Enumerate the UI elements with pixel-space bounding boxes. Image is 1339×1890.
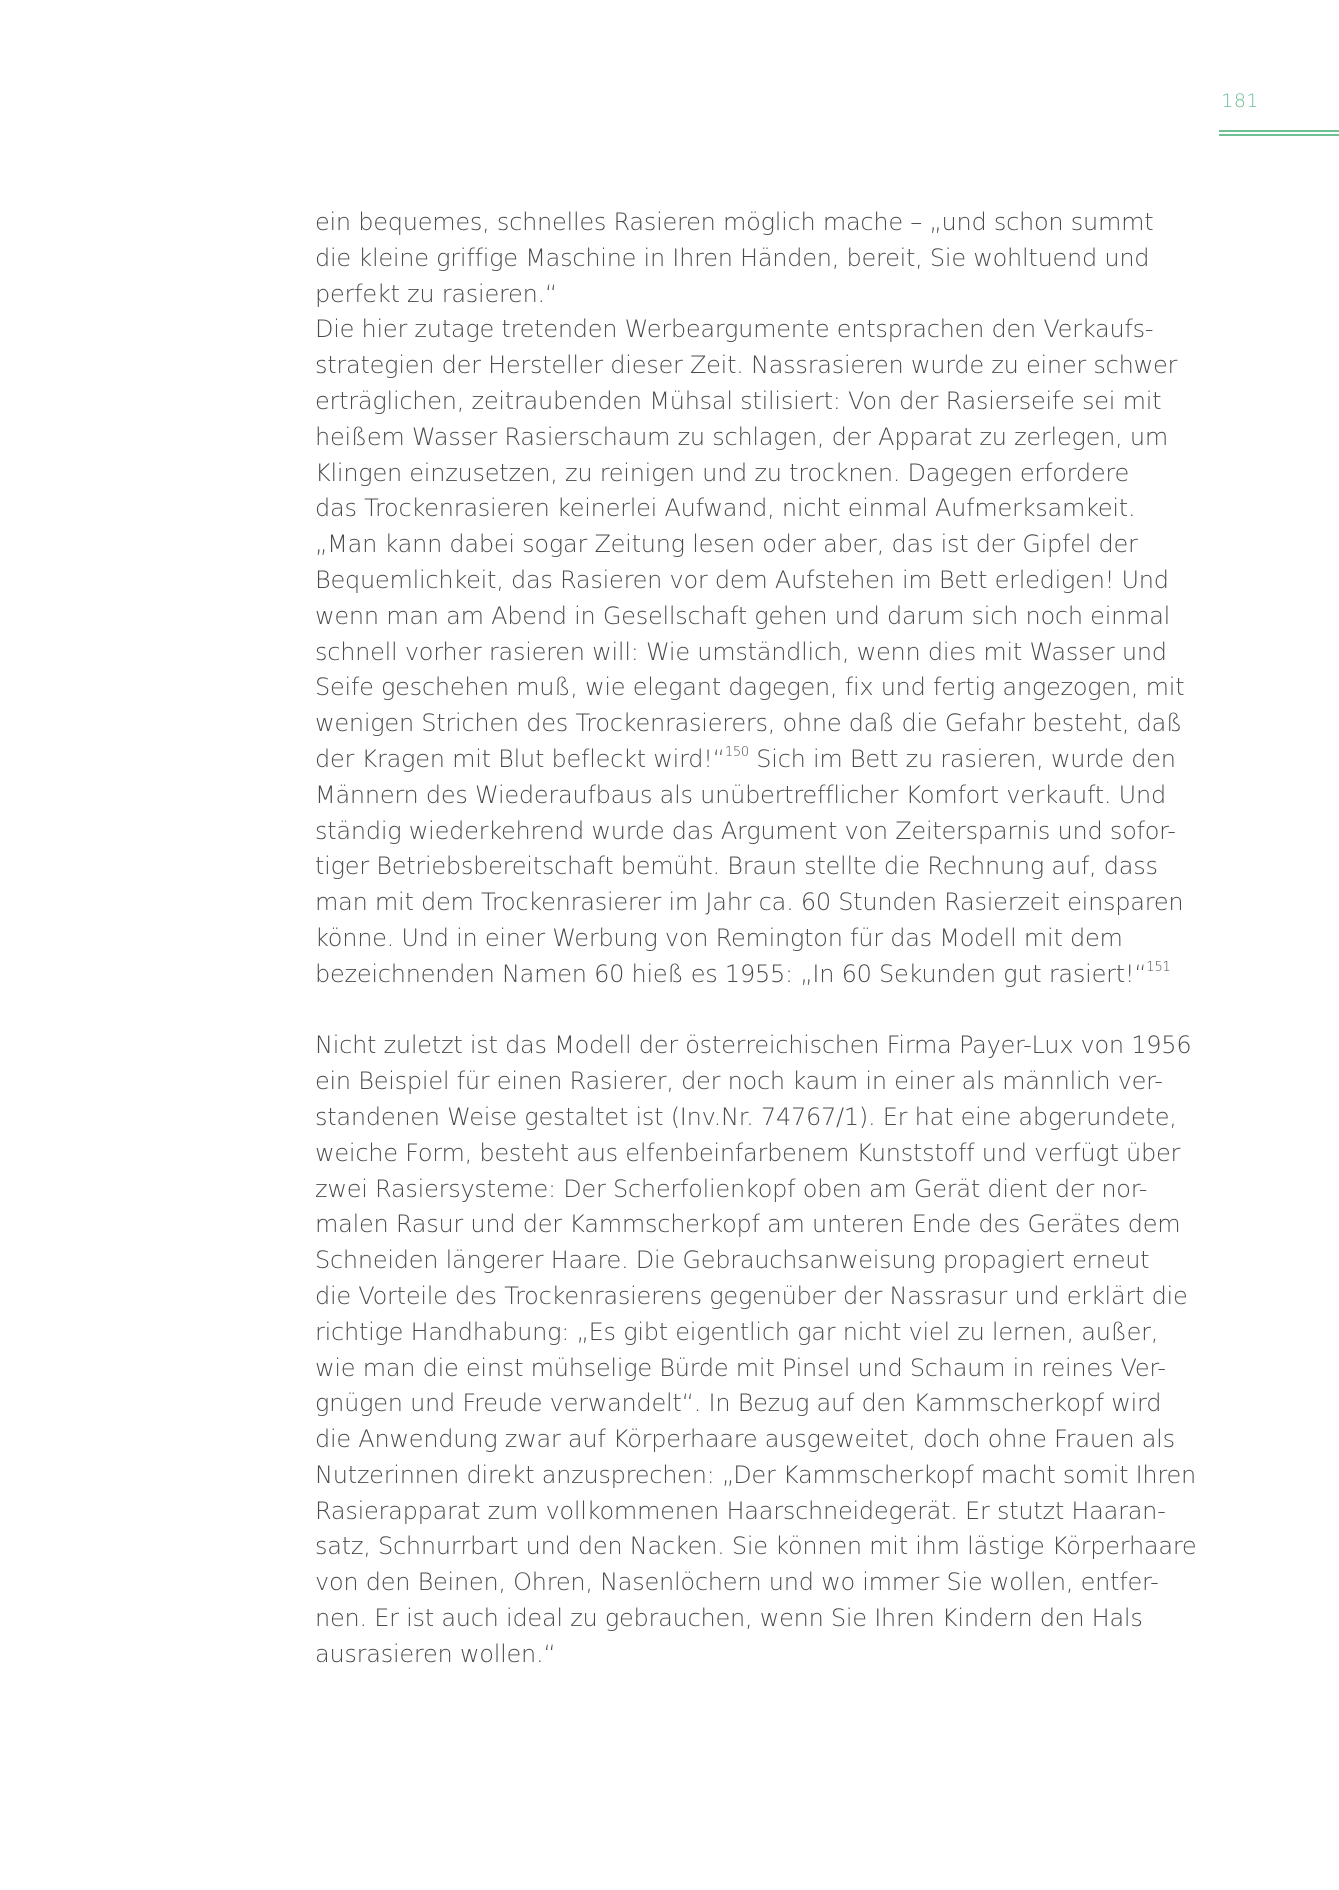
text-line: Männern des Wiederaufbaus als unübertrefflicher Komfort verkauft. Und (315, 780, 1166, 809)
text-line: ständig wiederkehrend wurde das Argument von Zeitersparnis und sofor- (315, 816, 1176, 845)
text-line: Rasierapparat zum vollkommenen Haarschneidegerät. Er stutzt Haaran- (315, 1496, 1166, 1525)
text-line: man mit dem Trockenrasierer im Jahr ca. 60 Stunden Rasierzeit einsparen (315, 888, 1184, 917)
text-line: satz, Schnurrbart und den Nacken. Sie können mit ihm lästige Körperhaare (315, 1532, 1197, 1561)
text-line: das Trockenrasieren keinerlei Aufwand, nicht einmal Aufmerksamkeit. (315, 494, 1136, 523)
footnote-marker-150: 150 (724, 744, 749, 760)
text-segment: der Kragen mit Blut befleckt wird!“ (315, 744, 725, 773)
text-line: heißem Wasser Rasierschaum zu schlagen, der Apparat zu zerlegen, um (315, 422, 1168, 451)
text-line: erträglichen, zeitraubenden Mühsal stilisiert: Von der Rasierseife sei mit (315, 386, 1162, 415)
text-line: „Man kann dabei sogar Zeitung lesen oder aber, das ist der Gipfel der (315, 530, 1138, 559)
paragraph-spacer (315, 993, 1205, 1029)
text-line: standenen Weise gestaltet ist (Inv.Nr. 74767/1). Er hat eine abgerundete, (315, 1102, 1177, 1131)
text-line: ein bequemes, schnelles Rasieren möglich mache – „und schon summt (315, 208, 1154, 236)
header-rule-bottom (1219, 134, 1339, 136)
text-line: tiger Betriebsbereitschaft bemüht. Braun stellte die Rechnung auf, dass (315, 852, 1158, 881)
footnote-marker-151: 151 (1146, 959, 1171, 975)
text-line: die Anwendung zwar auf Körperhaare ausgeweitet, doch ohne Frauen als (315, 1425, 1175, 1454)
text-line: Seife geschehen muß, wie elegant dagegen, fix und fertig angezogen, mit (315, 673, 1185, 702)
text-line: Nutzerinnen direkt anzusprechen: „Der Kammscherkopf macht somit Ihren (315, 1460, 1196, 1489)
text-line: nen. Er ist auch ideal zu gebrauchen, wenn Sie Ihren Kindern den Hals (315, 1604, 1143, 1633)
text-line-with-footnote (315, 957, 1205, 993)
text-line: zwei Rasiersysteme: Der Scherfolienkopf oben am Gerät dient der nor- (315, 1174, 1148, 1203)
text-line: malen Rasur und der Kammscherkopf am unteren Ende des Gerätes dem (315, 1210, 1181, 1239)
text-line: ein Beispiel für einen Rasierer, der noch kaum in einer als männlich ver- (315, 1067, 1163, 1096)
text-line: perfekt zu rasieren.“ (315, 279, 558, 308)
text-line: weiche Form, besteht aus elfenbeinfarbenem Kunststoff und verfügt über (315, 1138, 1181, 1167)
text-line: Bequemlichkeit, das Rasieren vor dem Aufstehen im Bett erledigen! Und (315, 565, 1169, 594)
text-line: Die hier zutage tretenden Werbeargumente entsprachen den Verkaufs- (315, 315, 1154, 344)
text-line: wenigen Strichen des Trockenrasierers, ohne daß die Gefahr besteht, daß (315, 709, 1183, 738)
text-line: könne. Und in einer Werbung von Remington für das Modell mit dem (315, 923, 1123, 952)
text-line: ausrasieren wollen.“ (315, 1639, 556, 1668)
text-line: die kleine griffige Maschine in Ihren Händen, bereit, Sie wohltuend und (315, 243, 1150, 272)
text-line: gnügen und Freude verwandelt“. In Bezug auf den Kammscherkopf wird (315, 1389, 1162, 1418)
text-line: die Vorteile des Trockenrasierens gegenüber der Nassrasur und erklärt die (315, 1281, 1188, 1310)
text-line: wenn man am Abend in Gesellschaft gehen und darum sich noch einmal (315, 601, 1171, 630)
text-line: von den Beinen, Ohren, Nasenlöchern und wo immer Sie wollen, entfer- (315, 1568, 1159, 1597)
header-rule-top (1219, 130, 1339, 132)
text-line-with-footnote (315, 742, 1205, 778)
paragraph-2 (315, 1028, 1205, 1672)
text-segment: Sich im Bett zu rasieren, wurde den (748, 744, 1176, 773)
text-line: Nicht zuletzt ist das Modell der österreichischen Firma Payer-Lux von 1956 (315, 1031, 1192, 1060)
text-line: Schneiden längerer Haare. Die Gebrauchsanweisung propagiert erneut (315, 1246, 1150, 1275)
paragraph-1 (315, 205, 1205, 993)
text-segment: bezeichnenden Namen 60 hieß es 1955: „In 60 Sekunden gut rasiert!“ (315, 959, 1147, 988)
text-line: schnell vorher rasieren will: Wie umständlich, wenn dies mit Wasser und (315, 637, 1167, 666)
text-line: wie man die einst mühselige Bürde mit Pinsel und Schaum in reines Ver- (315, 1353, 1166, 1382)
page-number: 181 (1221, 90, 1259, 112)
text-line: Klingen einzusetzen, zu reinigen und zu trocknen. Dagegen erfordere (315, 458, 1129, 487)
body-text (315, 205, 1205, 1673)
text-line: richtige Handhabung: „Es gibt eigentlich gar nicht viel zu lernen, außer, (315, 1317, 1159, 1346)
text-line: strategien der Hersteller dieser Zeit. Nassrasieren wurde zu einer schwer (315, 351, 1178, 380)
